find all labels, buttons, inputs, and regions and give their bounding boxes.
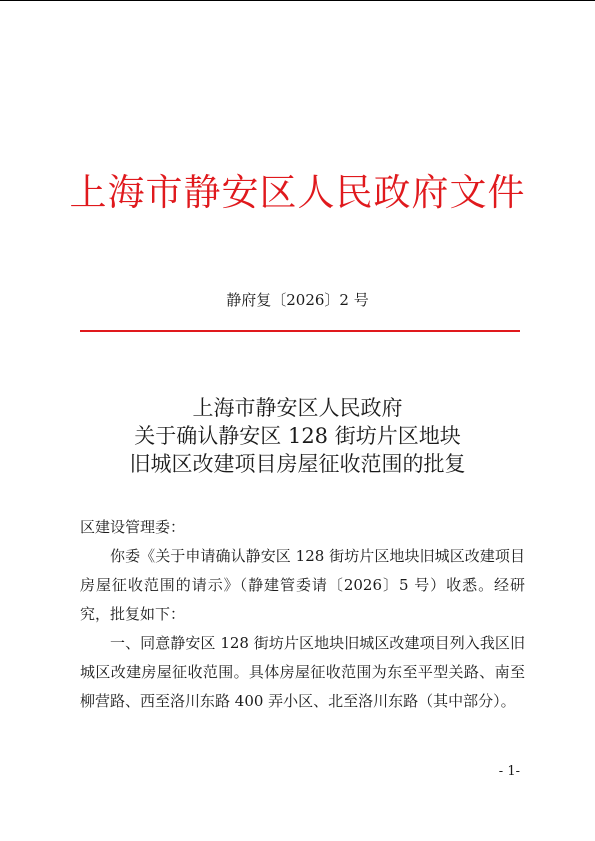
page-top-border (0, 0, 595, 1)
red-separator-line (80, 330, 520, 332)
document-title-line-1: 上海市静安区人民政府 (192, 396, 403, 420)
issuing-authority-title: 上海市静安区人民政府文件 (69, 171, 526, 214)
page-number: - 1- (498, 764, 520, 779)
document-number: 静府复〔2026〕2 号 (226, 291, 369, 309)
document-title (0, 394, 595, 478)
body-paragraph-1: 你委《关于申请确认静安区 128 街坊片区地块旧城区改建项目房屋征收范围的请示》（静建管委请〔2026〕5 号）收悉。经研究，批复如下： (80, 547, 525, 623)
document-title-line-3: 旧城区改建项目房屋征收范围的批复 (129, 452, 466, 476)
document-title-line-2: 关于确认静安区 128 街坊片区地块 (134, 424, 461, 448)
salutation: 区建设管理委： (80, 518, 186, 536)
body-paragraph-2: 一、同意静安区 128 街坊片区地块旧城区改建项目列入我区旧城区改建房屋征收范围。具体房屋征收范围为东至平型关路、南至柳营路、西至洛川东路 400 弄小区、北至洛川东路（其中部分）。 (80, 634, 525, 710)
document-body (80, 513, 525, 716)
